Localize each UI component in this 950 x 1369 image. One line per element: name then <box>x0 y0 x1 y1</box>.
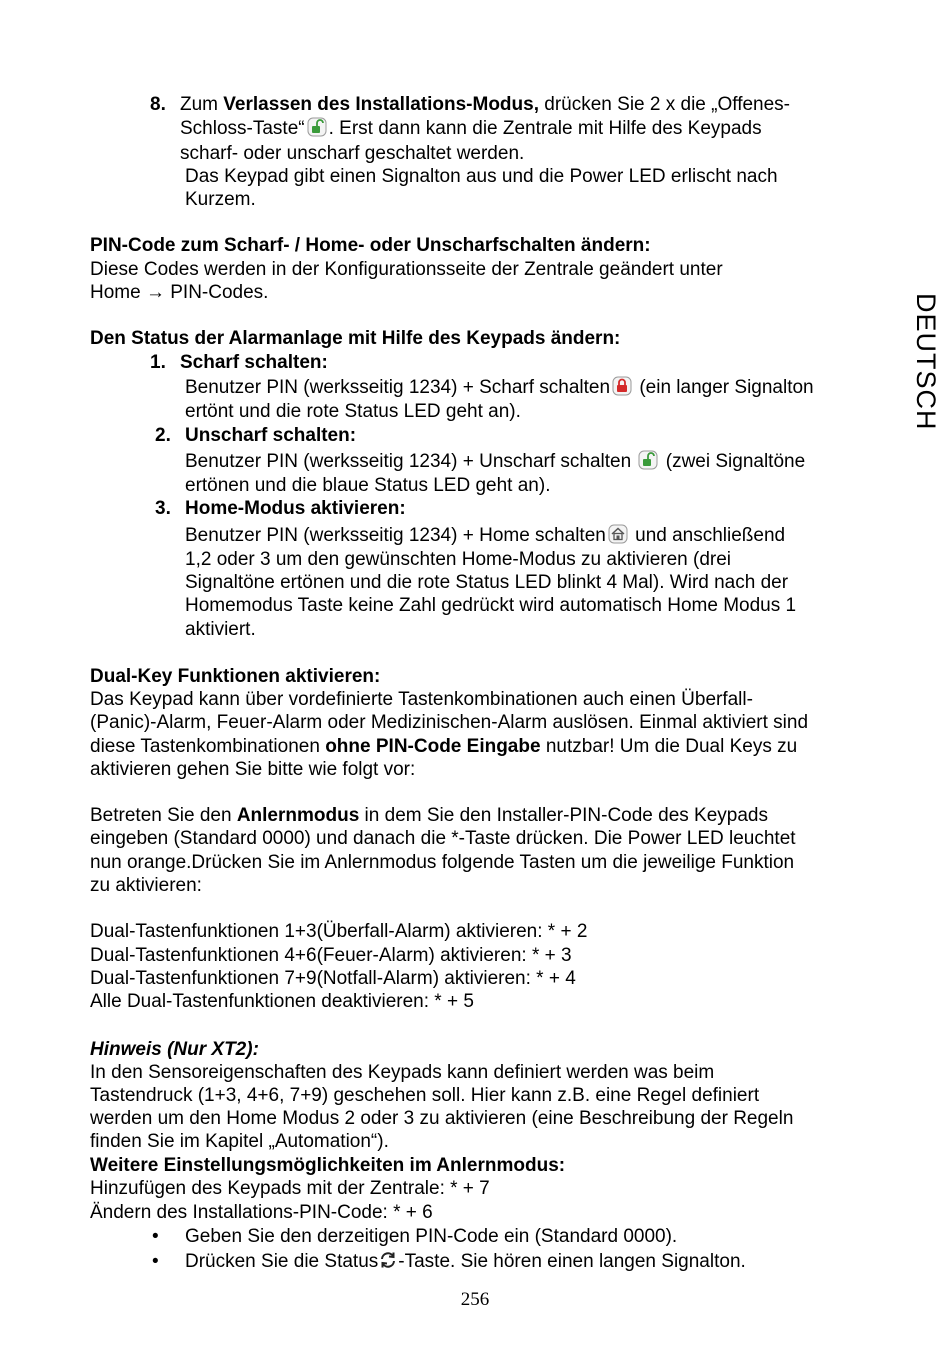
bullet-2-text: Drücken Sie die Status -Taste. Sie hören einen langen Signalton. <box>185 1251 746 1272</box>
open-lock-icon <box>638 450 658 470</box>
status-cycle-icon <box>378 1250 398 1270</box>
status-item-1-number: 1. <box>150 352 166 373</box>
more-settings-line-2: Ändern des Installations-PIN-Code: * + 6 <box>90 1202 433 1223</box>
status-item-2-number: 2. <box>155 425 171 446</box>
dual-key-line-2: (Panic)-Alarm, Feuer-Alarm oder Medizinischen-Alarm auslösen. Einmal aktiviert sind <box>90 712 809 733</box>
dual-key-line-3: diese Tastenkombinationen ohne PIN-Code Eingabe nutzbar! Um die Dual Keys zu <box>90 736 798 757</box>
status-item-3-line-1: Benutzer PIN (werksseitig 1234) + Home schalten und anschließend <box>185 525 786 546</box>
combo-line-2: Dual-Tastenfunktionen 4+6(Feuer-Alarm) aktivieren: * + 3 <box>90 945 572 966</box>
bullet-1-text: Geben Sie den derzeitigen PIN-Code ein (Standard 0000). <box>185 1226 678 1247</box>
open-lock-icon <box>307 117 327 137</box>
hint-line-3: werden um den Home Modus 2 oder 3 zu aktivieren (eine Beschreibung der Regeln <box>90 1108 794 1129</box>
hint-line-2: Tastendruck (1+3, 4+6, 7+9) geschehen soll. Hier kann z.B. eine Regel definiert <box>90 1085 760 1106</box>
step-8-line-1: Zum Verlassen des Installations-Modus, drücken Sie 2 x die „Offenes- <box>180 94 790 115</box>
combo-line-4: Alle Dual-Tastenfunktionen deaktivieren: * + 5 <box>90 991 474 1012</box>
learn-mode-line-2: eingeben (Standard 0000) und danach die *-Taste drücken. Die Power LED leuchtet <box>90 828 796 849</box>
step-8-line-4: Das Keypad gibt einen Signalton aus und die Power LED erlischt nach <box>185 166 778 187</box>
status-item-3-line-5: aktiviert. <box>185 619 256 640</box>
bullet-2-marker: • <box>152 1251 159 1272</box>
status-heading: Den Status der Alarmanlage mit Hilfe des Keypads ändern: <box>90 328 621 349</box>
status-item-1-line-1: Benutzer PIN (werksseitig 1234) + Scharf schalten (ein langer Signalton <box>185 377 814 398</box>
status-item-2-title: Unscharf schalten: <box>185 425 357 446</box>
pin-change-heading: PIN-Code zum Scharf- / Home- oder Unscharfschalten ändern: <box>90 235 651 256</box>
combo-line-3: Dual-Tastenfunktionen 7+9(Notfall-Alarm) aktivieren: * + 4 <box>90 968 576 989</box>
learn-mode-line-3: nun orange.Drücken Sie im Anlernmodus folgende Tasten um die jeweilige Funktion <box>90 852 795 873</box>
dual-key-line-4: aktivieren gehen Sie bitte wie folgt vor: <box>90 759 416 780</box>
home-icon <box>608 524 628 544</box>
status-item-3-line-4: Homemodus Taste keine Zahl gedrückt wird automatisch Home Modus 1 <box>185 595 797 616</box>
status-item-2-line-2: ertönen und die blaue Status LED geht an). <box>185 475 551 496</box>
lock-icon <box>612 376 632 396</box>
more-settings-heading: Weitere Einstellungsmöglichkeiten im Anlernmodus: <box>90 1155 566 1176</box>
hint-heading: Hinweis (Nur XT2): <box>90 1039 259 1060</box>
status-item-3-line-2: 1,2 oder 3 um den gewünschten Home-Modus zu aktivieren (drei <box>185 549 732 570</box>
combo-line-1: Dual-Tastenfunktionen 1+3(Überfall-Alarm) aktivieren: * + 2 <box>90 921 588 942</box>
dual-key-heading: Dual-Key Funktionen aktivieren: <box>90 666 381 687</box>
hint-line-4: finden Sie im Kapitel „Automation“). <box>90 1131 389 1152</box>
side-language-label: DEUTSCH <box>911 293 941 431</box>
status-item-3-title: Home-Modus aktivieren: <box>185 498 406 519</box>
learn-mode-line-1: Betreten Sie den Anlernmodus in dem Sie den Installer-PIN-Code des Keypads <box>90 805 768 826</box>
dual-key-line-1: Das Keypad kann über vordefinierte Tastenkombinationen auch einen Überfall- <box>90 689 753 710</box>
status-item-3-line-3: Signaltöne ertönen und die rote Status LED blinkt 4 Mal). Wird nach der <box>185 572 789 593</box>
step-8-line-3: scharf- oder unscharf geschaltet werden. <box>180 143 525 164</box>
status-item-2-line-1: Benutzer PIN (werksseitig 1234) + Unscharf schalten (zwei Signaltöne <box>185 451 806 472</box>
page-number: 256 <box>460 1289 490 1310</box>
status-item-1-line-2: ertönt und die rote Status LED geht an). <box>185 401 521 422</box>
more-settings-line-1: Hinzufügen des Keypads mit der Zentrale: * + 7 <box>90 1178 490 1199</box>
learn-mode-line-4: zu aktivieren: <box>90 875 202 896</box>
bullet-1-marker: • <box>152 1226 159 1247</box>
pin-change-line-2: Home → PIN-Codes. <box>90 282 269 303</box>
step-8-line-5: Kurzem. <box>185 189 256 210</box>
status-item-1-title: Scharf schalten: <box>180 352 328 373</box>
step-8-number: 8. <box>150 94 166 115</box>
hint-line-1: In den Sensoreigenschaften des Keypads kann definiert werden was beim <box>90 1062 715 1083</box>
step-8-line-2: Schloss-Taste“ . Erst dann kann die Zentrale mit Hilfe des Keypads <box>180 118 762 139</box>
status-item-3-number: 3. <box>155 498 171 519</box>
pin-change-line-1: Diese Codes werden in der Konfigurationsseite der Zentrale geändert unter <box>90 259 723 280</box>
